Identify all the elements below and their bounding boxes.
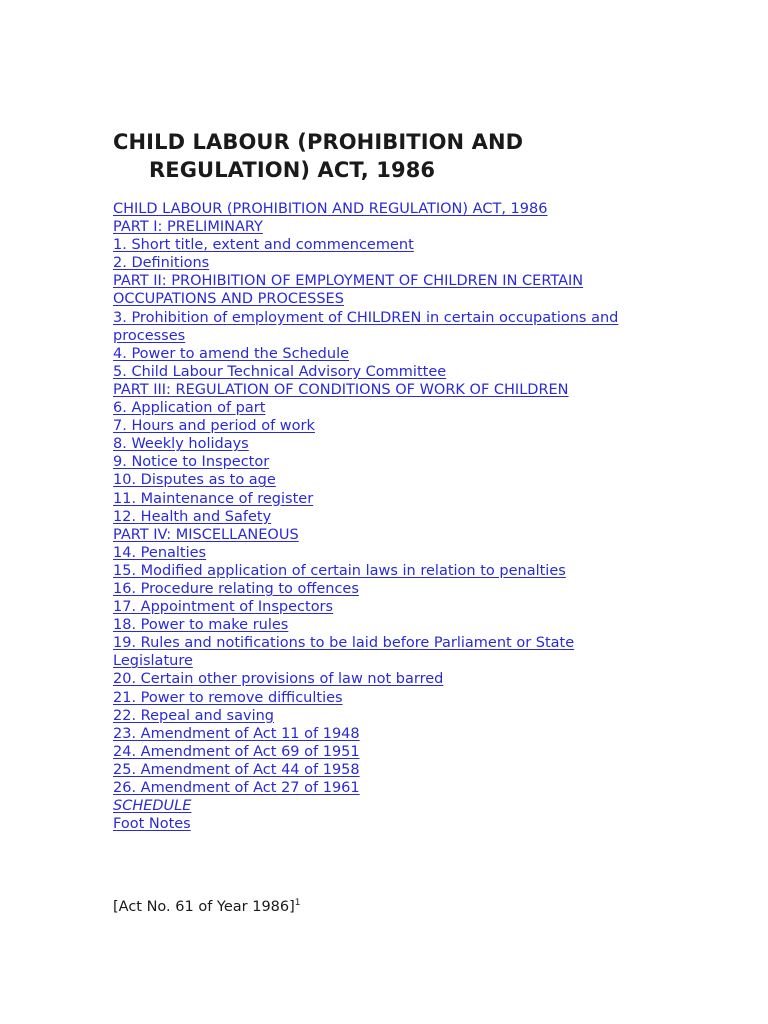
toc-link-part-4[interactable]: PART IV: MISCELLANEOUS (113, 526, 299, 543)
toc-item (113, 761, 653, 779)
toc-link-section-25[interactable]: 25. Amendment of Act 44 of 1958 (113, 761, 360, 778)
toc-item (113, 399, 653, 417)
toc-item (113, 634, 653, 670)
toc-item (113, 707, 653, 725)
toc-item (113, 453, 653, 471)
toc-item (113, 435, 653, 453)
toc-item (113, 779, 653, 797)
toc-link-section-17[interactable]: 17. Appointment of Inspectors (113, 599, 334, 616)
toc-item (113, 417, 653, 435)
toc-link-section-5[interactable]: 5. Child Labour Technical Advisory Committee (113, 363, 447, 380)
toc-link-section-1[interactable]: 1. Short title, extent and commencement (113, 237, 414, 254)
document-title (113, 128, 583, 184)
toc-item (113, 218, 653, 236)
toc-link-section-14[interactable]: 14. Penalties (113, 544, 207, 561)
toc-link-section-16[interactable]: 16. Procedure relating to offences (113, 580, 359, 597)
toc-link-section-3[interactable]: 3. Prohibition of employment of CHILDREN in certain occupations and processes (113, 309, 619, 344)
toc-item (113, 381, 653, 399)
toc-item (113, 598, 653, 616)
toc-link-section-12[interactable]: 12. Health and Safety (113, 508, 272, 525)
toc-item (113, 200, 653, 218)
toc-item (113, 508, 653, 526)
toc-item (113, 815, 653, 833)
toc-link-section-4[interactable]: 4. Power to amend the Schedule (113, 345, 350, 362)
toc-link-section-9[interactable]: 9. Notice to Inspector (113, 454, 270, 471)
act-number (113, 898, 301, 916)
toc-item (113, 580, 653, 598)
toc-link-section-18[interactable]: 18. Power to make rules (113, 617, 289, 634)
toc-link-section-7[interactable]: 7. Hours and period of work (113, 418, 315, 435)
toc-link-section-8[interactable]: 8. Weekly holidays (113, 436, 249, 453)
toc-item (113, 490, 653, 508)
toc-item (113, 363, 653, 381)
toc-item (113, 309, 653, 345)
toc-link-section-26[interactable]: 26. Amendment of Act 27 of 1961 (113, 780, 360, 796)
title-line-2: REGULATION) ACT, 1986 (149, 158, 436, 182)
toc-item (113, 236, 653, 254)
title-line-1: CHILD LABOUR (PROHIBITION AND (113, 130, 524, 154)
toc-link-section-2[interactable]: 2. Definitions (113, 255, 210, 272)
toc-link-section-15[interactable]: 15. Modified application of certain laws in relation to penalties (113, 562, 566, 579)
toc-link-foot-notes[interactable]: Foot Notes (113, 816, 191, 833)
toc-item (113, 471, 653, 489)
act-number-text: [Act No. 61 of Year 1986] (113, 899, 295, 915)
toc-link-section-24[interactable]: 24. Amendment of Act 69 of 1951 (113, 743, 360, 760)
toc-item (113, 616, 653, 634)
toc-item (113, 797, 653, 815)
toc-link-section-19[interactable]: 19. Rules and notifications to be laid before Parliament or State Legislature (113, 635, 575, 670)
table-of-contents (113, 200, 653, 833)
toc-item (113, 743, 653, 761)
toc-link-section-22[interactable]: 22. Repeal and saving (113, 707, 274, 724)
toc-link-section-20[interactable]: 20. Certain other provisions of law not barred (113, 671, 444, 688)
toc-link-part-1[interactable]: PART I: PRELIMINARY (113, 219, 263, 236)
toc-item (113, 689, 653, 707)
toc-link-section-21[interactable]: 21. Power to remove difficulties (113, 689, 343, 706)
toc-item (113, 345, 653, 363)
toc-item (113, 272, 653, 308)
toc-link-section-6[interactable]: 6. Application of part (113, 400, 266, 417)
toc-link-part-2[interactable]: PART II: PROHIBITION OF EMPLOYMENT OF CHILDREN IN CERTAIN OCCUPATIONS AND PROCESSES (113, 273, 584, 308)
toc-link-part-3[interactable]: PART III: REGULATION OF CONDITIONS OF WORK OF CHILDREN (113, 381, 569, 398)
toc-item (113, 670, 653, 688)
toc-link-section-10[interactable]: 10. Disputes as to age (113, 472, 276, 489)
footnote-ref[interactable]: 1 (294, 898, 301, 909)
toc-item (113, 254, 653, 272)
toc-item (113, 526, 653, 544)
toc-link-section-11[interactable]: 11. Maintenance of register (113, 490, 314, 507)
toc-item (113, 562, 653, 580)
toc-link-schedule[interactable]: SCHEDULE (113, 798, 192, 815)
toc-item (113, 725, 653, 743)
toc-link-act-title[interactable]: CHILD LABOUR (PROHIBITION AND REGULATION) ACT, 1986 (113, 201, 548, 217)
toc-link-section-23[interactable]: 23. Amendment of Act 11 of 1948 (113, 725, 360, 742)
toc-item (113, 544, 653, 562)
